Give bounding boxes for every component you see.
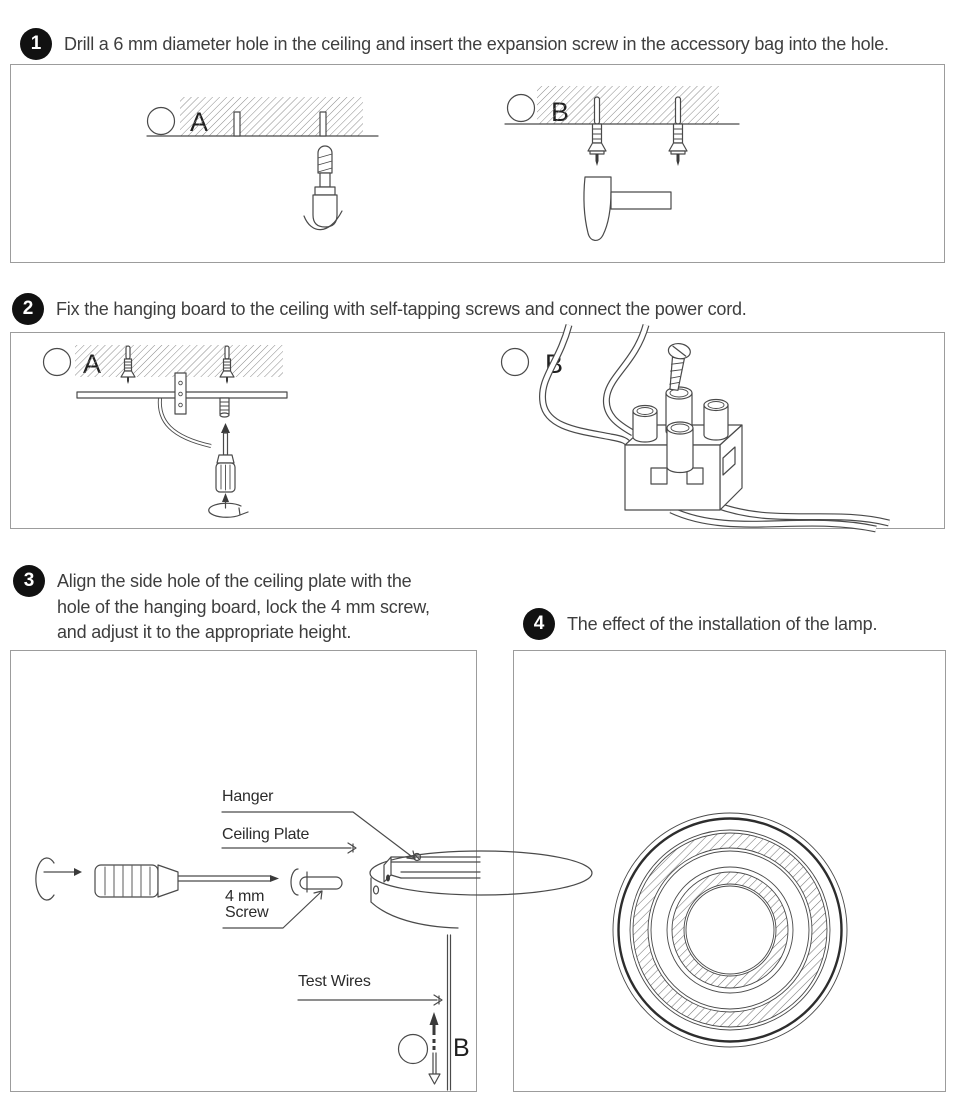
step-3-text-line1: Align the side hole of the ceiling plate with the: [57, 571, 412, 591]
ceiling-hatch: [180, 97, 363, 136]
rotation-arrow-icon: [209, 493, 248, 517]
hammer-icon: [584, 177, 671, 240]
marker-b-label: B: [453, 1034, 470, 1062]
panel-result: [513, 650, 946, 1092]
screwdriver-icon: [216, 423, 235, 492]
power-cord-icon: [542, 325, 646, 445]
screw-size-label: [225, 889, 268, 921]
screw-size-line1: 4 mm: [225, 888, 265, 905]
step-4-number: 4: [533, 613, 545, 634]
screw-size-line2: Screw: [225, 904, 269, 921]
drill-icon: [304, 146, 342, 230]
circle-marker: [502, 349, 529, 376]
step-1-number: 1: [30, 33, 42, 54]
drill-panel-illustration: [11, 65, 944, 262]
ceiling-hatch: [75, 345, 283, 377]
step-2-number-badge: [12, 293, 44, 325]
step-1-number-badge: [20, 28, 52, 60]
terminal-block-icon: [625, 387, 742, 510]
panel-drill-hole: [10, 64, 945, 263]
step-2-number: 2: [22, 298, 34, 319]
section-b: [505, 86, 739, 240]
drilled-hole: [234, 112, 240, 136]
marker-b-label: B: [545, 349, 564, 379]
step-3-text-line2: hole of the hanging board, lock the 4 mm screw,: [57, 596, 430, 617]
test-wires-label: Test Wires: [298, 973, 371, 990]
step-4-number-badge: [523, 608, 555, 640]
panel-hanging-board: [10, 332, 945, 529]
step-3-text-line3: and adjust it to the appropriate height.: [57, 622, 352, 642]
step-1-text: Drill a 6 mm diameter hole in the ceiling and insert the expansion screw in the accessory bag into the hole.: [64, 34, 889, 54]
step-3-text: [57, 565, 430, 646]
step-2-header: [12, 293, 942, 325]
drilled-hole: [320, 112, 326, 136]
ceiling-plate-label: Ceiling Plate: [222, 826, 310, 843]
board-panel-illustration: [11, 333, 944, 528]
step-2-text: Fix the hanging board to the ceiling with self-tapping screws and connect the power cord.: [56, 299, 747, 319]
section-b: [502, 325, 890, 529]
circle-marker: [148, 108, 175, 135]
terminal-cylinder: [667, 422, 693, 473]
terminal-cylinder: [633, 406, 657, 443]
step-3-header: [13, 565, 493, 646]
step-3-number-badge: [13, 565, 45, 597]
step-4-text: The effect of the installation of the lamp.: [567, 614, 878, 634]
step-1-header: [20, 28, 950, 60]
screw-icon: [220, 398, 229, 417]
hanger-label: Hanger: [222, 788, 274, 805]
section-a: [147, 97, 378, 230]
circle-marker: [44, 349, 71, 376]
circle-marker: [508, 95, 535, 122]
step-4-header: [523, 608, 953, 640]
screw-icon: [663, 342, 691, 391]
ceiling-hatch: [537, 86, 719, 124]
bracket-icon: [175, 373, 186, 414]
terminal-cylinder: [704, 400, 728, 441]
step-3-number: 3: [23, 570, 35, 591]
panel-assembly: [10, 650, 477, 1092]
section-a: [44, 345, 288, 517]
